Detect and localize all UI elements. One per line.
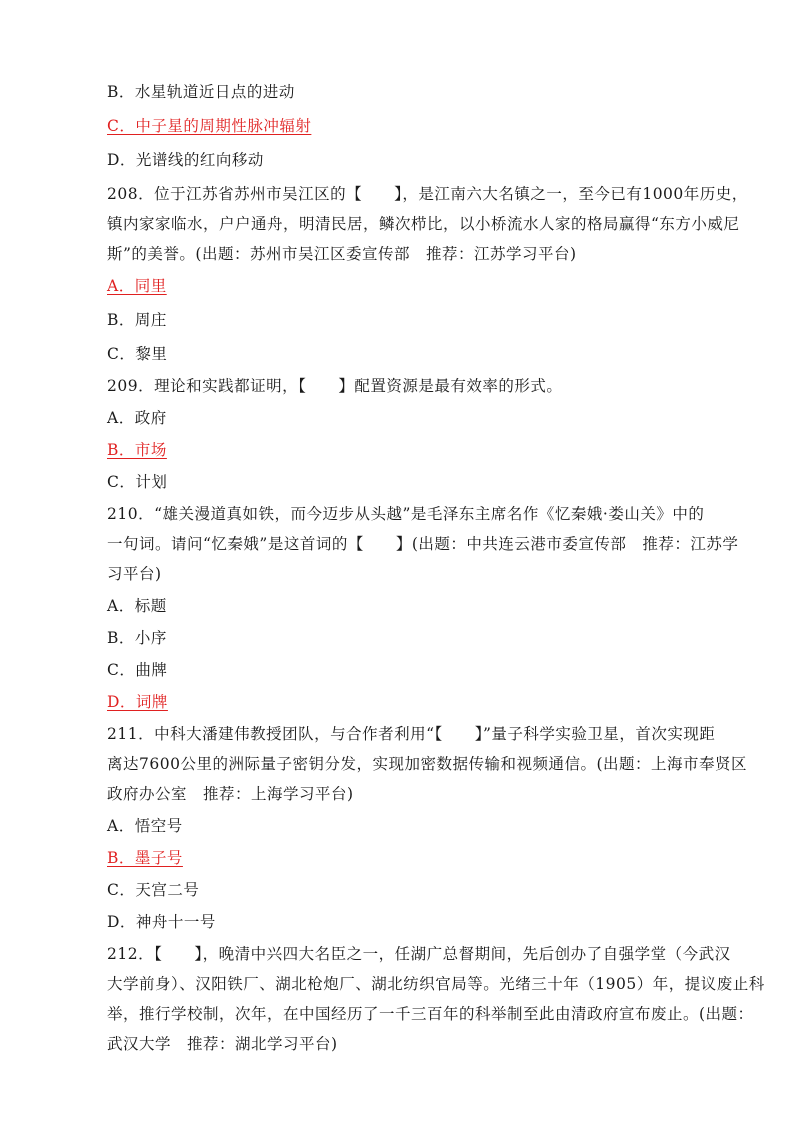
option-d-shenzhou-11: D．神舟十一号 xyxy=(107,913,216,931)
option-a-wukong: A．悟空号 xyxy=(107,817,183,835)
question-211-line-1: 211．中科大潘建伟教授团队，与合作者利用“【 】”量子科学实验卫星，首次实现距 xyxy=(107,725,716,743)
option-a-tongli-answer: A．同里 xyxy=(107,277,167,295)
question-212-line-3: 举，推行学校制，次年，在中国经历了一千三百年的科举制至此由清政府宣布废止。(出题： xyxy=(107,1005,754,1023)
question-212-line-4: 武汉大学 推荐：湖北学习平台) xyxy=(107,1035,338,1053)
question-210-line-2: 一句词。请问“忆秦娥”是这首词的【 】(出题：中共连云港市委宣传部 推荐：江苏学 xyxy=(107,535,739,553)
option-b-zhouzhuang: B．周庄 xyxy=(107,311,167,329)
option-a-government: A．政府 xyxy=(107,409,167,427)
option-c-lili: C．黎里 xyxy=(107,345,168,363)
question-212-line-1: 212．【 】，晚清中兴四大名臣之一，任湖广总督期间，先后创办了自强学堂（今武汉 xyxy=(107,945,731,963)
option-d-redshift: D．光谱线的红向移动 xyxy=(107,151,264,169)
question-210-line-1: 210．“雄关漫道真如铁，而今迈步从头越”是毛泽东主席名作《忆秦娥·娄山关》中的 xyxy=(107,505,705,523)
question-210-line-3: 习平台) xyxy=(107,565,162,583)
option-d-cipai-answer: D．词牌 xyxy=(107,693,168,711)
question-211-line-3: 政府办公室 推荐：上海学习平台) xyxy=(107,785,354,803)
question-209-line-1: 209．理论和实践都证明，【 】配置资源是最有效率的形式。 xyxy=(107,377,563,395)
option-a-title: A．标题 xyxy=(107,597,167,615)
question-208-line-3: 斯”的美誉。(出题：苏州市吴江区委宣传部 推荐：江苏学习平台) xyxy=(107,245,577,263)
question-208-line-1: 208．位于江苏省苏州市吴江区的【 】，是江南六大名镇之一，至今已有1000年历史， xyxy=(107,185,748,203)
question-208-line-2: 镇内家家临水，户户通舟，明清民居，鳞次栉比，以小桥流水人家的格局赢得“东方小威尼 xyxy=(107,215,740,233)
option-c-tiangong-2: C．天宫二号 xyxy=(107,881,200,899)
option-b-preface: B．小序 xyxy=(107,629,167,647)
option-c-plan: C．计划 xyxy=(107,473,168,491)
question-211-line-2: 离达7600公里的洲际量子密钥分发，实现加密数据传输和视频通信。(出题：上海市奉贤区 xyxy=(107,755,747,773)
option-b-mozi-answer: B．墨子号 xyxy=(107,849,183,867)
option-b-market-answer: B．市场 xyxy=(107,441,167,459)
question-212-line-2: 大学前身）、汉阳铁厂、湖北枪炮厂、湖北纺织官局等。光绪三十年（1905）年，提议废止科 xyxy=(107,975,765,993)
option-b-mercury: B．水星轨道近日点的进动 xyxy=(107,83,295,101)
option-c-qupai: C．曲牌 xyxy=(107,661,168,679)
option-c-neutron-star-answer: C．中子星的周期性脉冲辐射 xyxy=(107,117,312,135)
